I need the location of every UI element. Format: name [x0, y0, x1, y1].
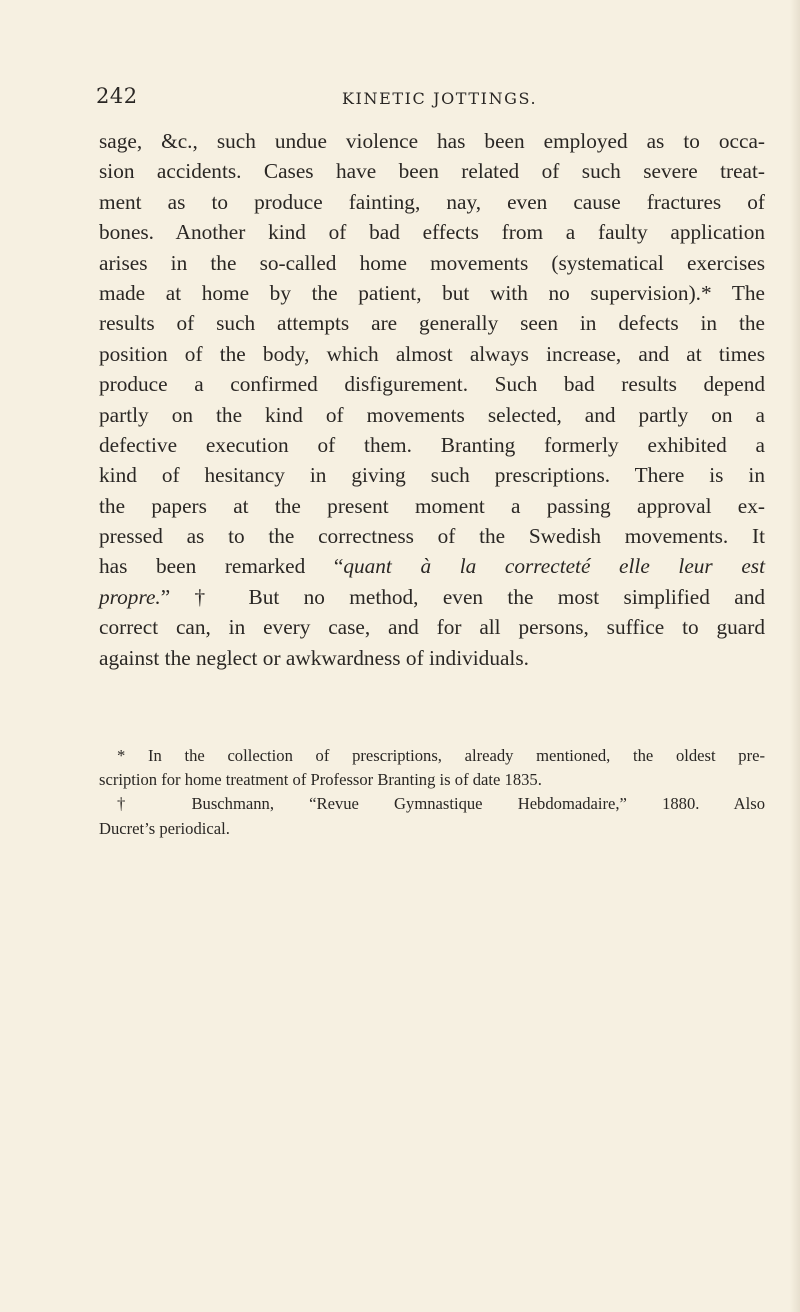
page-number: 242 [96, 84, 138, 108]
main-paragraph [99, 126, 765, 673]
text-line-quote-end [99, 582, 765, 612]
french-quote-part2: propre. [99, 584, 161, 609]
text-line: results of such attempts are generally seen in defects in the [99, 311, 765, 336]
text-line: partly on the kind of movements selected, and partly on a [99, 402, 765, 427]
text-line: ment as to produce fainting, nay, even cause fractures of [99, 189, 765, 214]
text-line: sion accidents. Cases have been related of such severe treat- [99, 159, 765, 184]
footnote-2-line-1: † Buschmann, “Revue Gymnastique Hebdomadaire,” 1880. Also [117, 794, 765, 814]
text-line: arises in the so-called home movements (systematical exercises [99, 250, 765, 275]
text-line: kind of hesitancy in giving such prescriptions. There is in [99, 463, 765, 488]
text-line: made at home by the patient, but with no supervision).* The [99, 280, 765, 305]
footnote-1-line-1: * In the collection of prescriptions, already mentioned, the oldest pre- [117, 746, 765, 765]
text-line: position of the body, which almost always increase, and at times [99, 341, 765, 366]
running-head: KINETIC JOTTINGS. [342, 89, 538, 108]
quote-lead: has been remarked “ [99, 554, 344, 579]
quote-tail: ” † But no method, even the most simplified and [160, 584, 765, 609]
french-quote-part1: quant à la correcteté elle leur est [343, 554, 765, 579]
footnotes [99, 744, 765, 841]
text-line: bones. Another kind of bad effects from a faulty application [99, 220, 765, 245]
text-line: defective execution of them. Branting formerly exhibited a [99, 432, 765, 457]
footnote-1-line-2: scription for home treatment of Professor Branting is of date 1835. [99, 770, 542, 790]
text-line-quote [99, 551, 765, 581]
text-line: produce a confirmed disfigurement. Such bad results depend [99, 372, 765, 397]
footnote-2-line-2: Ducret’s periodical. [99, 818, 230, 838]
text-line: correct can, in every case, and for all persons, suffice to guard [99, 615, 765, 640]
text-line: against the neglect or awkwardness of individuals. [99, 645, 529, 670]
text-line: the papers at the present moment a passing approval ex- [99, 493, 765, 518]
text-line: sage, &c., such undue violence has been employed as to occa- [99, 129, 765, 153]
page-header [96, 84, 776, 114]
text-line: pressed as to the correctness of the Swedish movements. It [99, 524, 765, 549]
page-edge-shadow [790, 0, 800, 1312]
